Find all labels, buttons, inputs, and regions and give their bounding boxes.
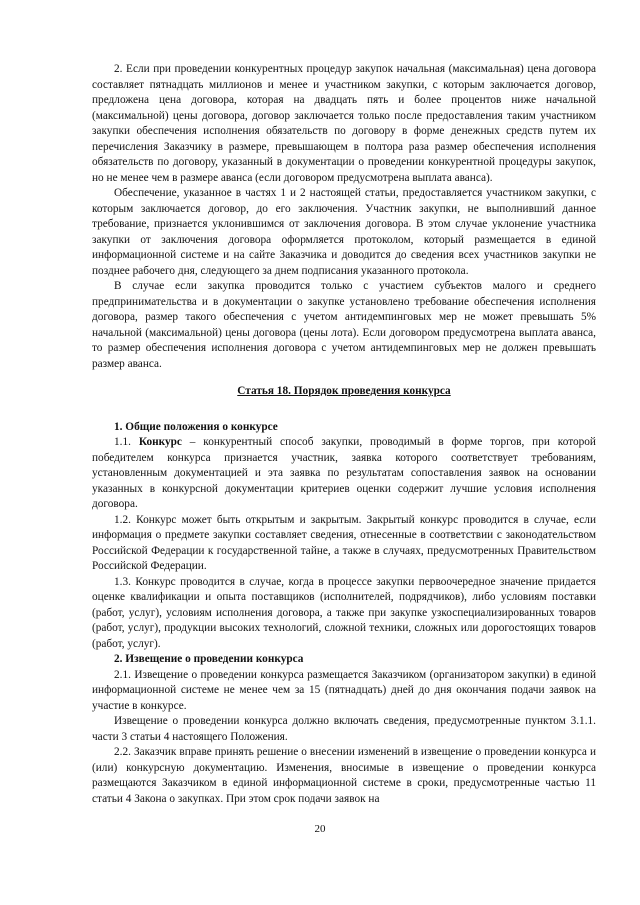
page-number: 20 bbox=[314, 823, 326, 835]
paragraph-1-1-number: 1.1. bbox=[114, 436, 139, 448]
paragraph-security: Обеспечение, указанное в частях 1 и 2 настоящей статьи, предоставляется участником закупки, с которым заключается договор, до его заключения. Участник закупки, не выполнивший данное требование, признается уклонившимся от заключения договора. В этом случае уклонение участника закупки от заключения договора оформляется протоколом, который размещается в единой информационной системе и на сайте Заказчика и доводится до сведения всех участников закупки не позднее рабочего дня, следующего за днем подписания указанного протокола. bbox=[92, 187, 596, 277]
paragraph-2-2: 2.2. Заказчик вправе принять решение о внесении изменений в извещение о проведении конкурса и (или) конкурсную документацию. Изменения, вносимые в извещение о проведении конкурса размещаются Заказчиком в единой информационной системе в сроки, предусмотренные частью 11 статьи 4 Закона о закупках. При этом срок подачи заявок на bbox=[92, 746, 596, 805]
article-title: Статья 18. Порядок проведения конкурса bbox=[237, 385, 451, 397]
paragraph-sme: В случае если закупка проводится только с участием субъектов малого и среднего предпринимательства и в документации о закупке установлено требование обеспечения исполнения договора, размер такого обеспечения с учетом антидемпинговых мер не может превышать 5% начальной (максимальной) цены договора (цены лота). Если договором предусмотрена выплата аванса, то размер обеспечения исполнения договора с учетом антидемпинговых мер не должен превышать размер аванса. bbox=[92, 280, 596, 370]
paragraph-2: 2. Если при проведении конкурентных процедур закупок начальная (максимальная) цена договора составляет пятнадцать миллионов и менее и участником закупки, с которым заключается договор, предложена цена договора, которая на двадцать пять и более процентов ниже начальной (максимальной) цены договора, договор заключается только после предоставления таким участником закупки обеспечения исполнения обязательств по договору в форме денежных средств путем их перечисления Заказчику в размере, превышающем в полтора раза размер обеспечения исполнения обязательств по договору, указанный в документации о проведении конкурентной процедуры закупок, но не менее чем в размере аванса (если договором предусмотрена выплата аванса). bbox=[92, 63, 596, 184]
paragraph-1-2: 1.2. Конкурс может быть открытым и закрытым. Закрытый конкурс проводится в случае, если информация о предмете закупки составляет сведения, отнесенные в соответствии с законодательством Российской Федерации к государственной тайне, а также в случаях, предусмотренных Правительством Российской Федерации. bbox=[92, 513, 596, 572]
paragraph-2-1: 2.1. Извещение о проведении конкурса размещается Заказчиком (организатором закупки) в единой информационной системе не менее чем за 15 (пятнадцать) дней до дня окончания подачи заявок на участие в конкурсе. bbox=[92, 668, 596, 712]
paragraph-1-1-text: – конкурентный способ закупки, проводимый в форме торгов, при которой победителем конкурса признается участник, заявка которого соответствует требованиям, установленным документацией и эта заявка по результатам сопоставления заявок на основании указанных в конкурсной документации критериев оценки содержит лучшие условия исполнения договора. bbox=[92, 436, 596, 510]
paragraph-1-1 bbox=[92, 435, 596, 513]
paragraph-1-3: 1.3. Конкурс проводится в случае, когда в процессе закупки первоочередное значение придается оценке квалификации и опыта поставщиков (исполнителей, подрядчиков), либо условиям поставки (работ, услуг), условиям исполнения договора, а также при закупке узкоспециализированных товаров (работ, услуг), продукции высоких технологий, сложной техники, сложных или дорогостоящих товаров (работ, услуг). bbox=[92, 575, 596, 650]
section-1-heading: 1. Общие положения о конкурсе bbox=[114, 420, 278, 433]
term-konkurs: Конкурс bbox=[138, 436, 182, 448]
paragraph-2-1-b: Извещение о проведении конкурса должно включать сведения, предусмотренные пунктом 3.1.1. части 3 статьи 4 настоящего Положения. bbox=[92, 715, 596, 743]
section-2-heading: 2. Извещение о проведении конкурса bbox=[114, 653, 304, 665]
